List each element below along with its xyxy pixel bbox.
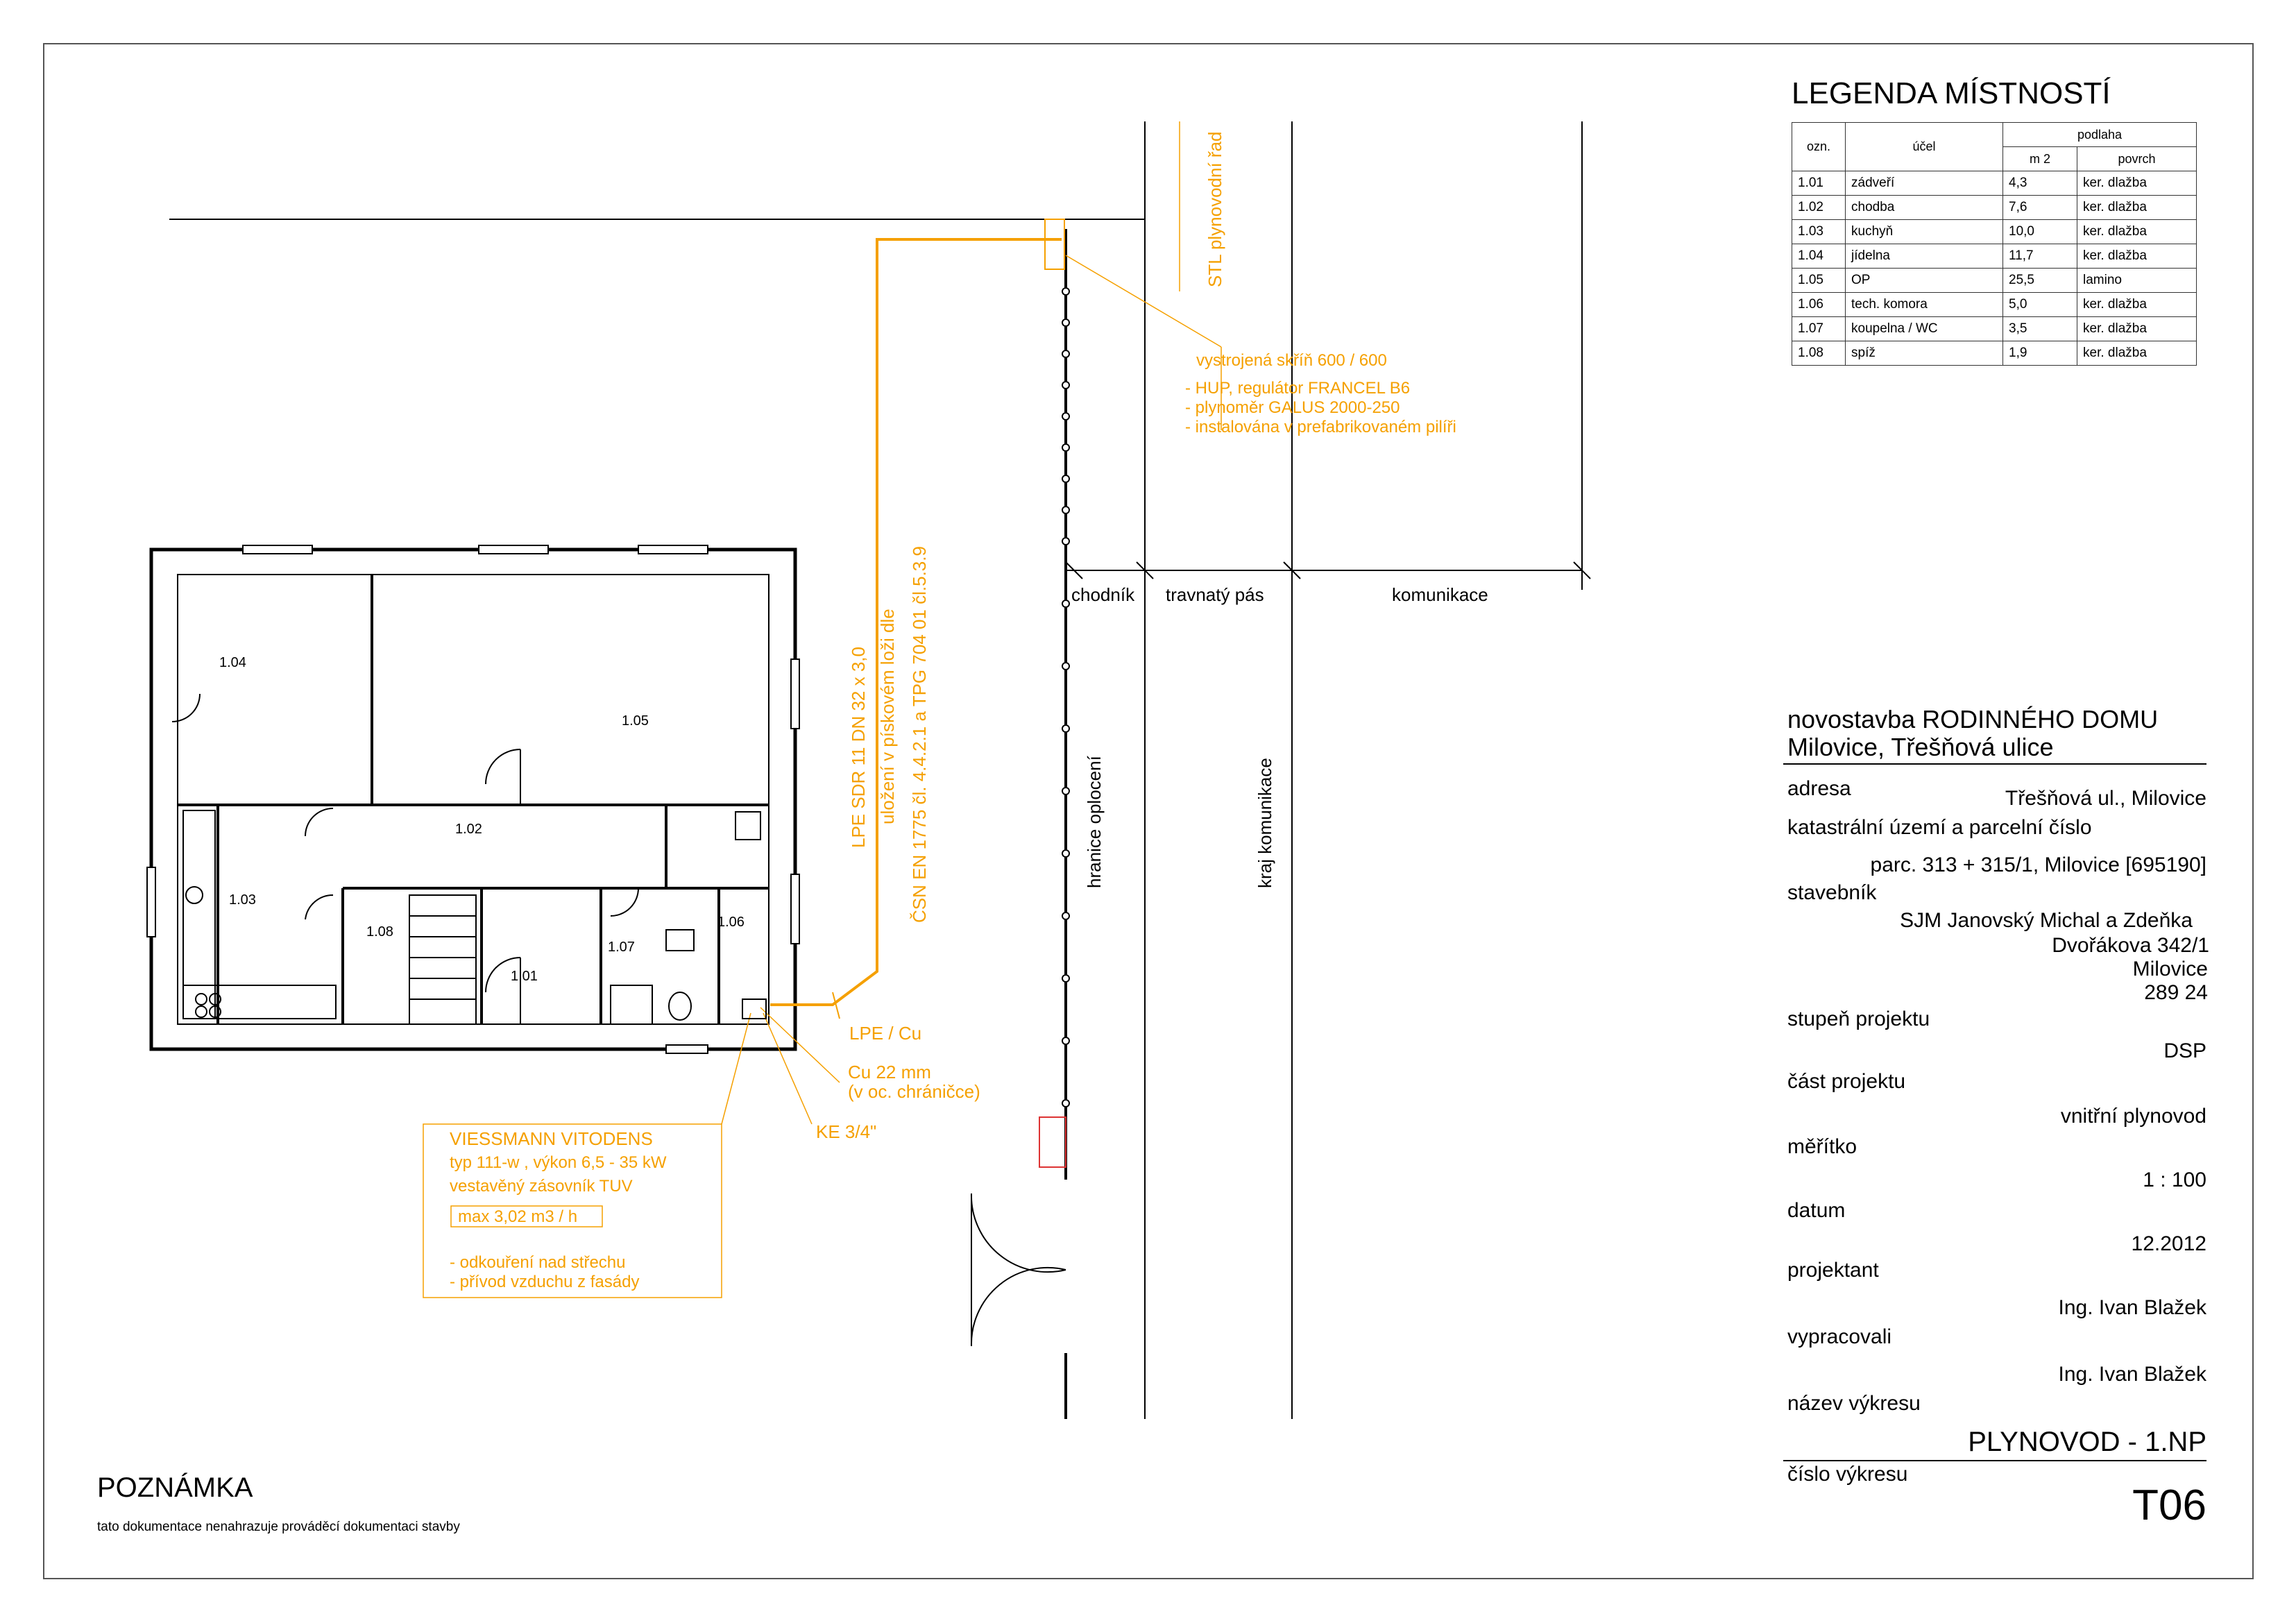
- legend-header-purpose: účel: [1846, 123, 2003, 171]
- date-label: datum: [1787, 1199, 1846, 1222]
- stage-value: DSP: [2163, 1039, 2206, 1062]
- room-label-1.04: 1.04: [219, 655, 246, 670]
- room-label-1.03: 1.03: [229, 892, 256, 908]
- part-value: vnitřní plynovod: [2060, 1105, 2206, 1128]
- legend-cell-area: 5,0: [2003, 293, 2077, 317]
- designer-value: Ing. Ivan Blažek: [2058, 1296, 2206, 1319]
- room-label-1.01: 1.01: [511, 969, 538, 984]
- gas-main-label: STL plynovodní řad: [1205, 131, 1225, 287]
- room-label-1.06: 1.06: [717, 915, 745, 930]
- grass-label: travnatý pás: [1166, 584, 1264, 605]
- legend-cell-code: 1.08: [1792, 341, 1846, 366]
- legend-cell-code: 1.03: [1792, 220, 1846, 244]
- valve-label: KE 3/4": [816, 1121, 877, 1142]
- part-label: část projektu: [1787, 1070, 1906, 1093]
- legend-cell-code: 1.07: [1792, 317, 1846, 341]
- transition-label: LPE / Cu: [849, 1023, 922, 1044]
- cabinet-line-3: - instalována v prefabrikovaném pilíři: [1185, 418, 1456, 436]
- cadastre-value: parc. 313 + 315/1, Milovice [695190]: [1870, 853, 2206, 876]
- electric-box: [1039, 1117, 1066, 1167]
- legend-row: [1792, 171, 2197, 196]
- road-edge-label: kraj komunikace: [1255, 758, 1275, 888]
- room-label-1.07: 1.07: [608, 940, 635, 955]
- legend-cell-code: 1.02: [1792, 196, 1846, 220]
- drawing-name-value: PLYNOVOD - 1.NP: [1968, 1427, 2206, 1457]
- boiler-line-4: max 3,02 m3 / h: [458, 1207, 578, 1226]
- builder-line-4: 289 24: [2144, 981, 2208, 1004]
- legend-cell-purpose: jídelna: [1846, 244, 2003, 269]
- builder-line-3: Milovice: [2132, 958, 2208, 980]
- copper-line-1: Cu 22 mm: [848, 1062, 931, 1082]
- legend-header-floor: podlaha: [2003, 123, 2197, 147]
- stage-label: stupeň projektu: [1787, 1008, 1930, 1030]
- gate-leaf-1: [971, 1193, 1066, 1272]
- legend-cell-area: 7,6: [2003, 196, 2077, 220]
- legend-row: [1792, 196, 2197, 220]
- legend-title: LEGENDA MÍSTNOSTÍ: [1792, 76, 2111, 110]
- legend-cell-surface: ker. dlažba: [2077, 244, 2197, 269]
- legend-row: [1792, 341, 2197, 366]
- legend-cell-surface: ker. dlažba: [2077, 293, 2197, 317]
- builder-label: stavebník: [1787, 881, 1877, 904]
- builder-line-1: SJM Janovský Michal a Zdeňka: [1900, 909, 2193, 932]
- legend-cell-surface: ker. dlažba: [2077, 196, 2197, 220]
- boiler-line-3: vestavěný zásovník TUV: [450, 1177, 633, 1196]
- cabinet-title: vystrojená skříň 600 / 600: [1196, 351, 1387, 370]
- legend-cell-surface: ker. dlažba: [2077, 220, 2197, 244]
- boiler-line-5: - odkouření nad střechu: [450, 1253, 626, 1272]
- copper-line-2: (v oc. chráničce): [848, 1081, 980, 1102]
- legend-cell-code: 1.06: [1792, 293, 1846, 317]
- drawing-name-label: název výkresu: [1787, 1392, 1921, 1415]
- legend-cell-purpose: zádveří: [1846, 171, 2003, 196]
- date-value: 12.2012: [2131, 1232, 2206, 1255]
- legend-row: [1792, 317, 2197, 341]
- drawing-number-value: T06: [2132, 1481, 2206, 1529]
- fence-label: hranice oplocení: [1084, 756, 1105, 888]
- legend-cell-purpose: tech. komora: [1846, 293, 2003, 317]
- room-label-1.08: 1.08: [366, 924, 393, 940]
- legend-cell-purpose: kuchyň: [1846, 220, 2003, 244]
- gate-leaf-2: [971, 1268, 1066, 1346]
- designer-label: projektant: [1787, 1259, 1879, 1282]
- project-title-2: Milovice, Třešňová ulice: [1787, 733, 2054, 761]
- note-text: tato dokumentace nenahrazuje prováděcí dokumentaci stavby: [97, 1520, 460, 1534]
- pipe-spec-line-1: LPE SDR 11 DN 32 x 3,0: [848, 647, 869, 848]
- prepared-value: Ing. Ivan Blažek: [2058, 1363, 2206, 1386]
- legend-cell-code: 1.04: [1792, 244, 1846, 269]
- legend-cell-purpose: chodba: [1846, 196, 2003, 220]
- legend-row: [1792, 220, 2197, 244]
- legend-header-surface: povrch: [2077, 147, 2197, 171]
- project-title-1: novostavba RODINNÉHO DOMU: [1787, 705, 2159, 733]
- boiler-line-6: - přívod vzduchu z fasády: [450, 1273, 640, 1291]
- room-label-1.05: 1.05: [622, 713, 649, 729]
- pipe-spec-line-2: uložení v pískovém loži dle: [877, 609, 898, 824]
- legend-cell-purpose: spíž: [1846, 341, 2003, 366]
- boiler-line-2: typ 111-w , výkon 6,5 - 35 kW: [450, 1153, 667, 1172]
- legend-cell-surface: ker. dlažba: [2077, 317, 2197, 341]
- note-title: POZNÁMKA: [97, 1472, 253, 1503]
- drawing-name-divider: [1783, 1460, 2206, 1461]
- room-label-1.02: 1.02: [455, 822, 482, 837]
- address-label: adresa: [1787, 777, 1851, 800]
- legend-cell-code: 1.05: [1792, 269, 1846, 293]
- legend-row: [1792, 244, 2197, 269]
- legend-cell-code: 1.01: [1792, 171, 1846, 196]
- cabinet-line-2: - plynoměr GALUS 2000-250: [1185, 398, 1400, 417]
- address-value: Třešňová ul., Milovice: [2005, 787, 2206, 810]
- builder-line-2: Dvořákova 342/1: [2052, 934, 2209, 957]
- cabinet-line-1: - HUP, regulátor FRANCEL B6: [1185, 379, 1411, 398]
- scale-label: měřítko: [1787, 1135, 1857, 1158]
- legend-cell-surface: ker. dlažba: [2077, 341, 2197, 366]
- legend-cell-area: 3,5: [2003, 317, 2077, 341]
- legend-header-code: ozn.: [1792, 123, 1846, 171]
- legend-cell-area: 25,5: [2003, 269, 2077, 293]
- legend-cell-surface: ker. dlažba: [2077, 171, 2197, 196]
- scale-value: 1 : 100: [2143, 1169, 2206, 1191]
- legend-cell-area: 10,0: [2003, 220, 2077, 244]
- drawing-number-label: číslo výkresu: [1787, 1463, 1908, 1486]
- room-legend-table: [1792, 122, 2197, 366]
- sidewalk-label: chodník: [1071, 584, 1135, 605]
- legend-header-area: m 2: [2003, 147, 2077, 171]
- road-label: komunikace: [1392, 584, 1488, 605]
- boiler-line-1: VIESSMANN VITODENS: [450, 1128, 653, 1149]
- legend-cell-area: 4,3: [2003, 171, 2077, 196]
- cadastre-label: katastrální území a parcelní číslo: [1787, 816, 2092, 839]
- legend-cell-purpose: OP: [1846, 269, 2003, 293]
- legend-row: [1792, 269, 2197, 293]
- legend-cell-area: 11,7: [2003, 244, 2077, 269]
- prepared-label: vypracovali: [1787, 1325, 1892, 1348]
- legend-cell-area: 1,9: [2003, 341, 2077, 366]
- house-outline: [151, 550, 795, 1049]
- title-divider: [1783, 763, 2206, 765]
- legend-cell-surface: lamino: [2077, 269, 2197, 293]
- legend-cell-purpose: koupelna / WC: [1846, 317, 2003, 341]
- pipe-spec-line-3: ČSN EN 1775 čl. 4.4.2.1 a TPG 704 01 čl.5.3.9: [909, 546, 930, 923]
- legend-row: [1792, 293, 2197, 317]
